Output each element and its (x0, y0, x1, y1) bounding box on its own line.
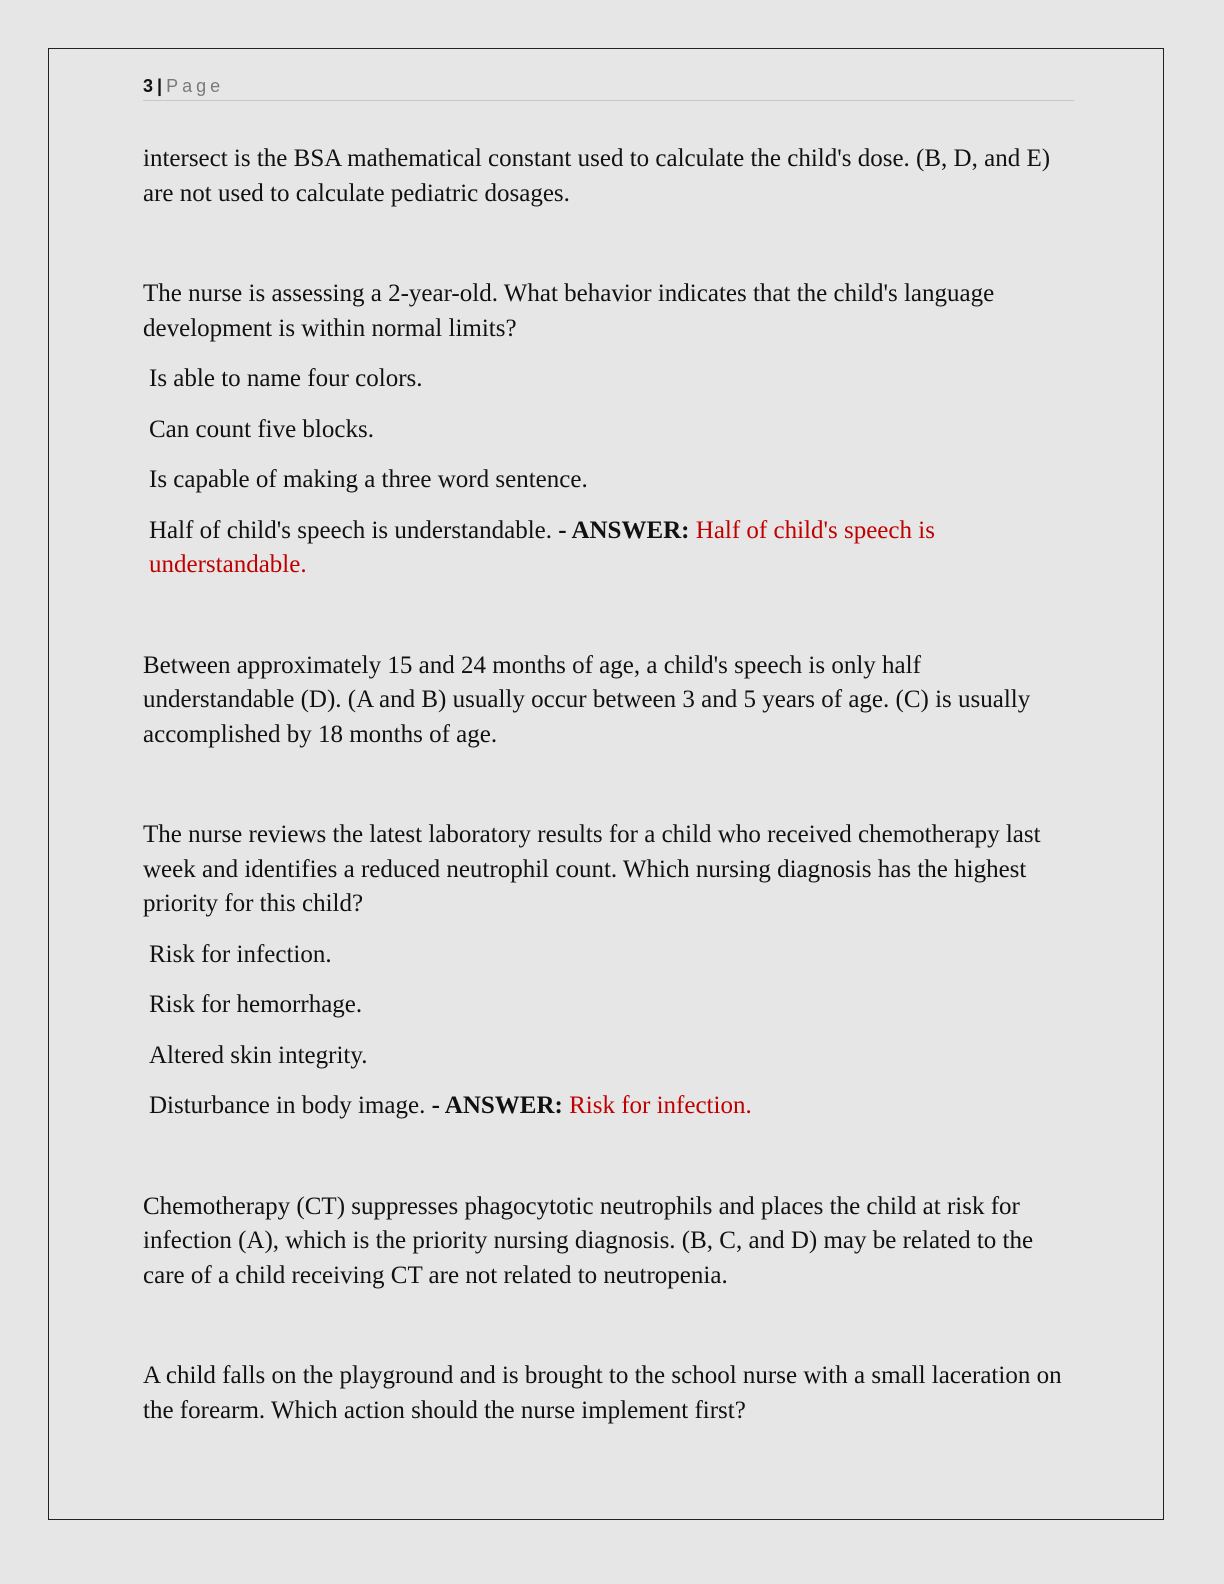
question-text: The nurse reviews the latest laboratory results for a child who received chemotherapy last week and identifies a reduced neutrophil count. Which nursing diagnosis has the highest priority for this child? (143, 821, 1041, 917)
document-body (143, 142, 1078, 1428)
correct-answer: Risk for infection. (569, 1092, 752, 1119)
answer-option: Disturbance in body image. (149, 1092, 426, 1119)
answer-option: Risk for hemorrhage. (149, 991, 363, 1018)
correct-answer: Half of child's speech is understandable. (149, 516, 935, 578)
rationale-paragraph: Chemotherapy (CT) suppresses phagocytotic neutrophils and places the child at risk for infection (A), which is the priority nursing diagnosis. (B, C, and D) may be related to the care of a child receiving CT are not related to neutropenia. (143, 1192, 1034, 1289)
question-text: A child falls on the playground and is brought to the school nurse with a small laceration on the forearm. Which action should the nurse implement first? (143, 1362, 1062, 1424)
page-label: Page (166, 76, 225, 96)
page-header (143, 72, 1074, 101)
answer-option: Is capable of making a three word sentence. (149, 466, 588, 493)
answer-option: Can count five blocks. (149, 415, 374, 443)
rationale-paragraph: intersect is the BSA mathematical constant used to calculate the child's dose. (B, D, and E) are not used to calculate pediatric dosages. (143, 145, 1051, 207)
rationale-paragraph: Between approximately 15 and 24 months of age, a child's speech is only half understandable (D). (A and B) usually occur between 3 and 5 years of age. (C) is usually accomplished by 18 months of age. (143, 651, 1031, 748)
answer-option-with-answer (143, 1089, 1078, 1124)
header-separator: | (157, 76, 163, 96)
answer-option: Risk for infection. (149, 940, 332, 968)
answer-option-with-answer (143, 514, 1078, 583)
question-text: The nurse is assessing a 2-year-old. What behavior indicates that the child's language development is within normal limits? (143, 280, 995, 342)
answer-option: Half of child's speech is understandable. (149, 516, 552, 544)
answer-label: - ANSWER: (558, 516, 690, 544)
answer-label: - ANSWER: (431, 1092, 563, 1119)
answer-option: Is able to name four colors. (149, 365, 423, 392)
answer-option: Altered skin integrity. (149, 1041, 368, 1069)
page-number: 3 (143, 76, 154, 96)
